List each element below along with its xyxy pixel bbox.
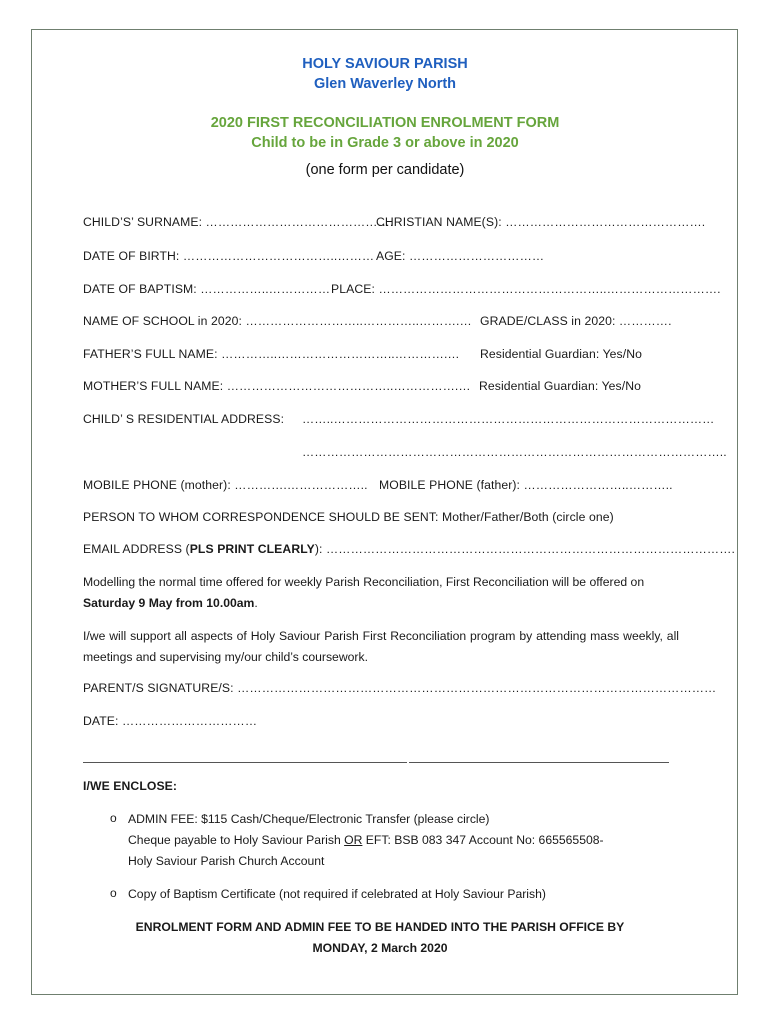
- baptism-place-field[interactable]: PLACE: ………………………………………………..……………………….: [331, 282, 721, 296]
- address-line-1[interactable]: ……..…………………………………………………………………………………: [302, 412, 715, 426]
- mobile-mother-field[interactable]: MOBILE PHONE (mother): ………….………………..: [83, 478, 368, 492]
- support-paragraph: I/we will support all aspects of Holy Saviour Parish First Reconciliation program by attending mass weekly, all meetings and supervising my/our child’s coursework.: [83, 629, 679, 664]
- bullet-icon: o: [110, 886, 117, 900]
- enclose-heading: I/WE ENCLOSE:: [83, 779, 178, 793]
- school-field[interactable]: NAME OF SCHOOL in 2020: ………………………..…………..……….…: [83, 314, 472, 328]
- address-line-2[interactable]: …………………………………………………………………………………………..: [302, 445, 727, 459]
- per-candidate-note: (one form per candidate): [305, 162, 465, 178]
- age-field[interactable]: AGE: ……………………………: [376, 249, 545, 263]
- surname-field[interactable]: CHILD’S’ SURNAME: ……………………………………….: [83, 215, 394, 229]
- form-title: 2020 FIRST RECONCILIATION ENROLMENT FORM: [210, 115, 560, 131]
- date-field[interactable]: DATE: ……………………………: [83, 714, 258, 728]
- signature-field[interactable]: PARENT/S SIGNATURE/S: ………………………………………………………………………………………………………: [83, 681, 717, 695]
- divider-left: [83, 762, 407, 763]
- parish-location: Glen Waverley North: [313, 76, 457, 92]
- reconciliation-date: Saturday 9 May from 10.00am: [83, 596, 255, 610]
- christian-names-field[interactable]: CHRISTIAN NAME(S): ………………………………………….: [376, 215, 706, 229]
- email-field[interactable]: [83, 542, 735, 556]
- payment-details-line: [128, 830, 688, 851]
- email-label-emphasis: PLS PRINT CLEARLY: [189, 542, 315, 556]
- baptism-certificate-item: Copy of Baptism Certificate (not required if celebrated at Holy Saviour Parish): [128, 887, 546, 901]
- mother-name-field[interactable]: MOTHER’S FULL NAME: …………………………………..…………….…: [83, 379, 471, 393]
- modelling-text: Modelling the normal time offered for weekly Parish Reconciliation, First Reconciliation will be offered on: [83, 575, 645, 589]
- eft-details-text: EFT: BSB 083 347 Account No: 665565508-: [362, 833, 604, 847]
- dob-field[interactable]: DATE OF BIRTH: ………………………………..………: [83, 249, 375, 263]
- baptism-date-field[interactable]: DATE OF BAPTISM: ……………..……………: [83, 282, 331, 296]
- father-name-field[interactable]: FATHER’S FULL NAME: …………..………………………..………….…: [83, 347, 460, 361]
- mobile-father-field[interactable]: MOBILE PHONE (father): ……………………..………..: [379, 478, 673, 492]
- grade-class-field[interactable]: GRADE/CLASS in 2020: ………….: [480, 314, 672, 328]
- mother-guardian-option[interactable]: Residential Guardian: Yes/No: [479, 379, 642, 393]
- admin-fee-line: ADMIN FEE: $115 Cash/Cheque/Electronic Transfer (please circle): [128, 812, 490, 826]
- email-label-prefix: EMAIL ADDRESS (: [83, 542, 190, 556]
- divider-right: [409, 762, 669, 763]
- modelling-end: .: [254, 596, 258, 610]
- bullet-icon: o: [110, 811, 117, 825]
- or-emphasis: OR: [344, 833, 363, 847]
- admin-fee-item: [128, 809, 688, 872]
- correspondence-field[interactable]: PERSON TO WHOM CORRESPONDENCE SHOULD BE SENT: Mother/Father/Both (circle one): [83, 510, 614, 524]
- submission-instruction: ENROLMENT FORM AND ADMIN FEE TO BE HANDED INTO THE PARISH OFFICE BY: [135, 920, 625, 934]
- email-dots: ): ……………………………………………………………………………………….: [314, 542, 735, 556]
- submission-deadline: MONDAY, 2 March 2020: [312, 941, 448, 955]
- grade-note: Child to be in Grade 3 or above in 2020: [251, 135, 519, 151]
- account-name-line: Holy Saviour Parish Church Account: [128, 854, 325, 868]
- cheque-payable-text: Cheque payable to Holy Saviour Parish: [128, 833, 345, 847]
- parish-name: HOLY SAVIOUR PARISH: [302, 56, 468, 72]
- address-label: CHILD’ S RESIDENTIAL ADDRESS:: [83, 412, 285, 426]
- father-guardian-option[interactable]: Residential Guardian: Yes/No: [480, 347, 643, 361]
- modelling-paragraph: [83, 572, 679, 614]
